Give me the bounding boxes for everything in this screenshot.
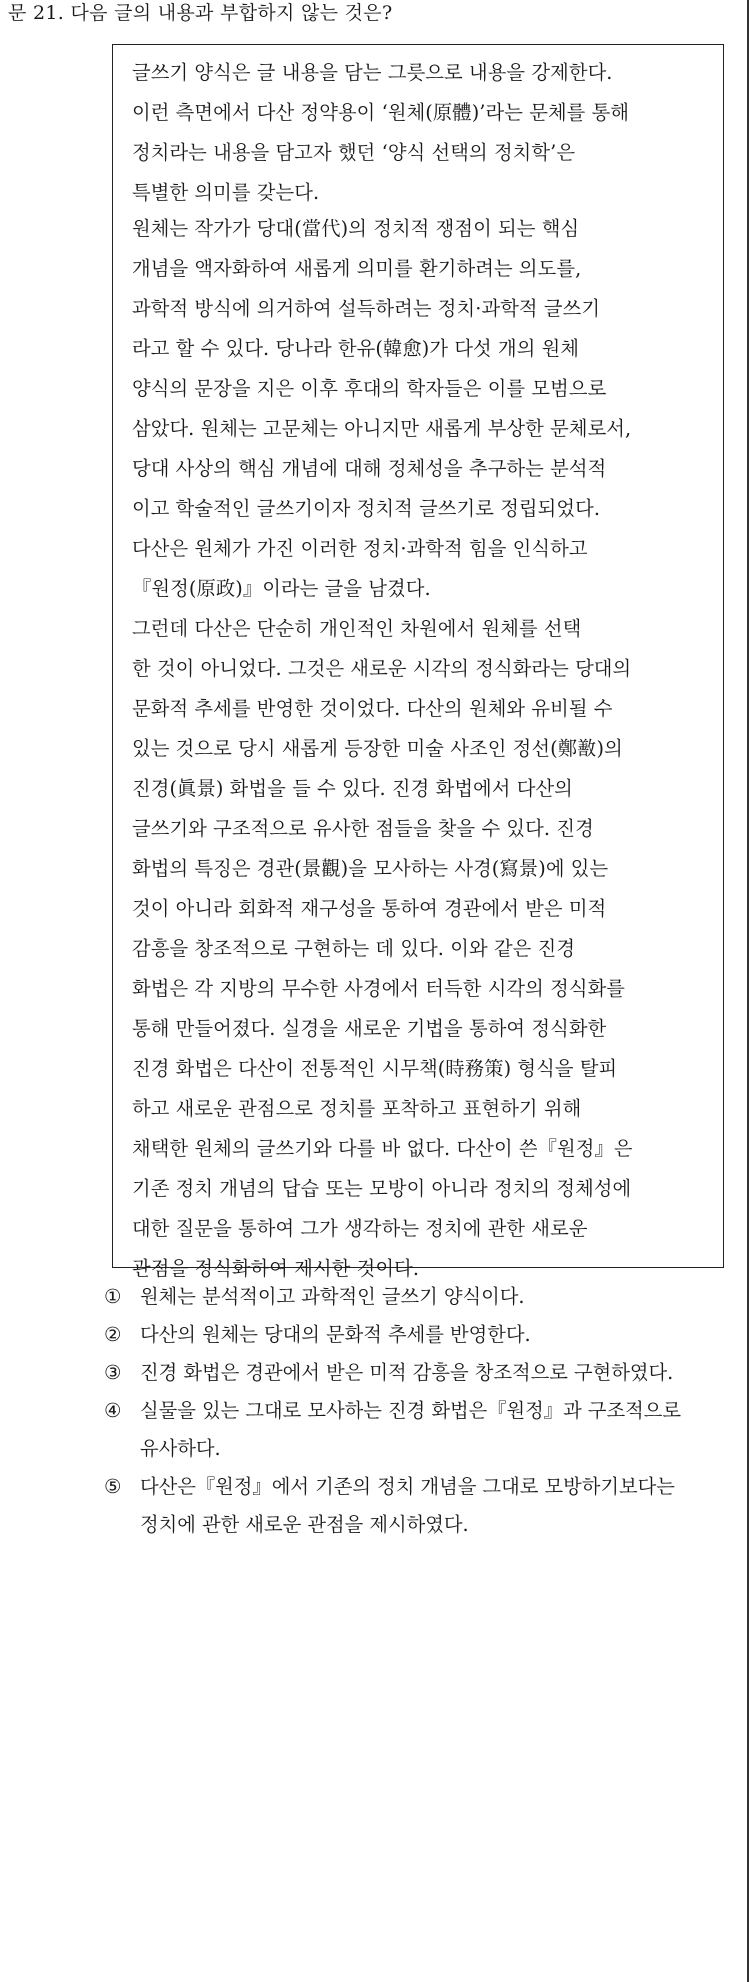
choice-line: 유사하다. — [140, 1437, 221, 1460]
passage-line: 것이 아니라 회화적 재구성을 통하여 경관에서 받은 미적 — [132, 897, 607, 920]
passage-line: 있는 것으로 당시 새롭게 등장한 미술 사조인 정선(鄭敾)의 — [132, 737, 623, 760]
choice-number: ③ — [104, 1361, 122, 1384]
passage-paragraph-1 — [132, 53, 629, 213]
passage-paragraph-2 — [132, 209, 631, 609]
passage-line: 진경 화법은 다산이 전통적인 시무책(時務策) 형식을 탈피 — [132, 1057, 618, 1080]
passage-line: 관점을 정식화하여 제시한 것이다. — [132, 1257, 420, 1280]
passage-line: 『원정(原政)』이라는 글을 남겼다. — [132, 577, 431, 600]
passage-line: 다산은 원체가 가진 이러한 정치·과학적 힘을 인식하고 — [132, 537, 588, 560]
passage-line: 화법은 각 지방의 무수한 사경에서 터득한 시각의 정식화를 — [132, 977, 626, 1000]
choice-2[interactable] — [104, 1316, 740, 1354]
passage-line: 글쓰기와 구조적으로 유사한 점들을 찾을 수 있다. 진경 — [132, 817, 594, 840]
passage-line: 과학적 방식에 의거하여 설득하려는 정치·과학적 글쓰기 — [132, 297, 601, 320]
passage-line: 화법의 특징은 경관(景觀)을 모사하는 사경(寫景)에 있는 — [132, 857, 609, 880]
passage-line: 당대 사상의 핵심 개념에 대해 정체성을 추구하는 분석적 — [132, 457, 607, 480]
choice-4[interactable] — [104, 1392, 740, 1468]
passage-line: 그런데 다산은 단순히 개인적인 차원에서 원체를 선택 — [132, 617, 582, 640]
choice-text — [140, 1316, 740, 1354]
passage-line: 특별한 의미를 갖는다. — [132, 181, 320, 204]
passage-line: 원체는 작가가 당대(當代)의 정치적 쟁점이 되는 핵심 — [132, 217, 580, 240]
choice-number: ④ — [104, 1399, 122, 1422]
choice-text — [140, 1392, 740, 1468]
choice-line: 진경 화법은 경관에서 받은 미적 감흥을 창조적으로 구현하였다. — [140, 1361, 674, 1384]
passage-box — [112, 44, 724, 1280]
choice-1[interactable] — [104, 1278, 740, 1316]
passage-line: 문화적 추세를 반영한 것이었다. 다산의 원체와 유비될 수 — [132, 697, 613, 720]
choice-text — [140, 1278, 740, 1316]
passage-line: 글쓰기 양식은 글 내용을 담는 그릇으로 내용을 강제한다. — [132, 61, 613, 84]
choice-5[interactable] — [104, 1468, 740, 1544]
choice-line: 원체는 분석적이고 과학적인 글쓰기 양식이다. — [140, 1285, 525, 1308]
choice-line: 실물을 있는 그대로 모사하는 진경 화법은『원정』과 구조적으로 — [140, 1399, 681, 1422]
choice-number: ② — [104, 1323, 122, 1346]
passage-line: 감흥을 창조적으로 구현하는 데 있다. 이와 같은 진경 — [132, 937, 576, 960]
choice-line: 다산의 원체는 당대의 문화적 추세를 반영한다. — [140, 1323, 531, 1346]
passage-line: 한 것이 아니었다. 그것은 새로운 시각의 정식화라는 당대의 — [132, 657, 632, 680]
passage-line: 정치라는 내용을 담고자 했던 ‘양식 선택의 정치학’은 — [132, 141, 576, 164]
passage-line: 삼았다. 원체는 고문체는 아니지만 새롭게 부상한 문체로서, — [132, 417, 632, 440]
passage-line: 통해 만들어졌다. 실경을 새로운 기법을 통하여 정식화한 — [132, 1017, 607, 1040]
choice-line: 다산은『원정』에서 기존의 정치 개념을 그대로 모방하기보다는 — [140, 1475, 675, 1498]
passage-line: 이고 학술적인 글쓰기이자 정치적 글쓰기로 정립되었다. — [132, 497, 601, 520]
passage-paragraph-3 — [132, 609, 633, 1289]
choice-3[interactable] — [104, 1354, 740, 1392]
passage-line: 채택한 원체의 글쓰기와 다를 바 없다. 다산이 쓴『원정』은 — [132, 1137, 633, 1160]
passage-line: 이런 측면에서 다산 정약용이 ‘원체(原體)’라는 문체를 통해 — [132, 101, 630, 124]
passage-line: 대한 질문을 통하여 그가 생각하는 정치에 관한 새로운 — [132, 1217, 588, 1240]
choice-number: ① — [104, 1285, 122, 1308]
passage-line: 진경(眞景) 화법을 들 수 있다. 진경 화법에서 다산의 — [132, 777, 573, 800]
passage-line: 기존 정치 개념의 답습 또는 모방이 아니라 정치의 정체성에 — [132, 1177, 632, 1200]
passage-line: 하고 새로운 관점으로 정치를 포착하고 표현하기 위해 — [132, 1097, 582, 1120]
passage-line: 개념을 액자화하여 새롭게 의미를 환기하려는 의도를, — [132, 257, 582, 280]
answer-choices — [104, 1278, 740, 1544]
choice-text — [140, 1468, 740, 1544]
choice-line: 정치에 관한 새로운 관점을 제시하였다. — [140, 1513, 469, 1536]
choice-text — [140, 1354, 740, 1392]
question-stem: 문 21. 다음 글의 내용과 부합하지 않는 것은? — [8, 2, 393, 24]
choice-number: ⑤ — [104, 1475, 122, 1498]
column-divider — [747, 0, 749, 1982]
passage-line: 라고 할 수 있다. 당나라 한유(韓愈)가 다섯 개의 원체 — [132, 337, 580, 360]
passage-line: 양식의 문장을 지은 이후 후대의 학자들은 이를 모범으로 — [132, 377, 607, 400]
